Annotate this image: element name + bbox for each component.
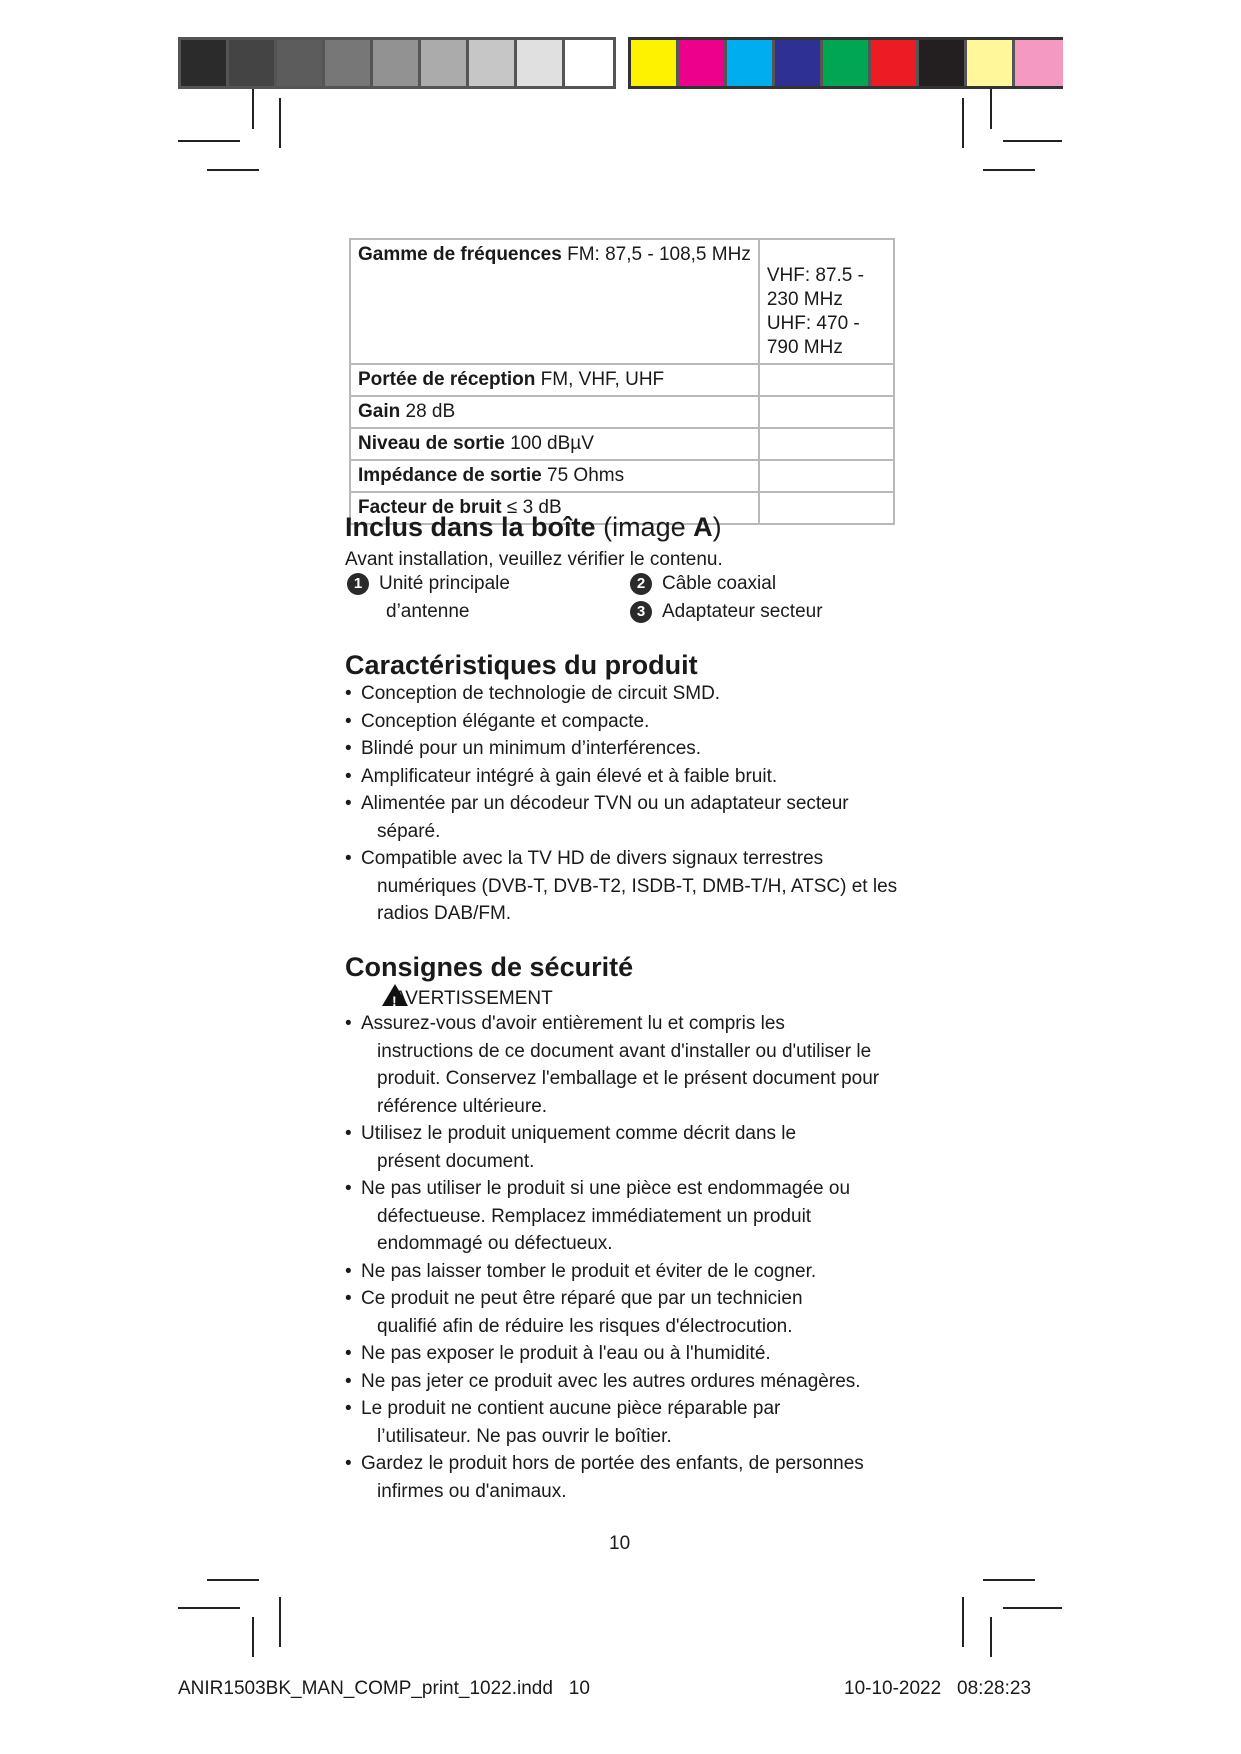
process-color-bar [628,37,1063,89]
crop-mark [252,89,254,129]
warning-icon [382,984,408,1006]
crop-mark [207,169,259,171]
spec-value: 75 Ohms [547,465,625,486]
crop-mark [1003,1607,1062,1609]
box-title-suffix: (image A) [603,512,722,542]
print-slug-file: ANIR1503BK_MAN_COMP_print_1022.indd 10 [178,1678,590,1699]
crop-mark [207,1579,259,1581]
crop-mark [279,98,281,148]
list-item-continuation: instructions de ce document avant d'installer ou d'utiliser le [377,1040,872,1062]
list-item-text: • Amplificateur intégré à gain élevé et à faible bruit. [361,765,778,787]
table-row [350,396,894,428]
crop-mark [279,1597,281,1647]
list-item-text: • Alimentée par un décodeur TVN ou un adaptateur secteur [361,793,849,814]
list-item [345,680,897,708]
list-item [345,1368,879,1396]
list-item-continuation: endommagé ou défectueux. [377,1233,613,1254]
list-item [345,1285,879,1340]
safety-heading: Consignes de sécurité [345,952,634,982]
list-item: 2 Câble coaxial [630,570,776,597]
list-item-text: • Gardez le produit hors de portée des enfants, de personnes [361,1453,864,1474]
list-item [345,763,897,791]
list-item-text: • Ne pas jeter ce produit avec les autres ordures ménagères. [361,1370,861,1392]
list-item-text: • Le produit ne contient aucune pièce réparable par [361,1398,781,1419]
crop-mark [962,1597,964,1647]
color-swatch [277,40,325,86]
number-2-icon: 2 [630,573,652,595]
page-number: 10 [609,1533,631,1554]
number-3-icon: 3 [630,601,652,623]
box-contents-heading [345,512,722,543]
color-swatch [229,40,277,86]
list-item-continuation: numériques (DVB-T, DVB-T2, ISDB-T, DMB-T/H, ATSC) et les [377,875,898,897]
color-swatch [775,40,823,86]
color-swatch [517,40,565,86]
color-swatch [421,40,469,86]
spec-value: FM: 87,5 - 108,5 MHz [567,244,751,265]
list-item-text: • Blindé pour un minimum d’interférences. [361,738,702,759]
list-item [345,790,897,845]
list-item [345,1258,879,1286]
list-item-text: • Conception de technologie de circuit SMD. [361,683,721,704]
crop-mark [178,1607,240,1609]
safety-list [345,1010,879,1505]
list-item [345,708,897,736]
crop-mark [962,98,964,148]
list-item [345,1120,879,1175]
spec-value: VHF: 87.5 - 230 MHz [766,265,864,310]
spec-label: Facteur de bruit [358,497,502,518]
list-item-continuation: produit. Conservez l'emballage et le présent document pour [377,1068,880,1089]
color-swatch [325,40,373,86]
color-swatch [871,40,919,86]
table-row [350,239,894,364]
crop-mark [1003,140,1062,142]
color-swatch [679,40,727,86]
list-item-text: • Utilisez le produit uniquement comme décrit dans le [361,1123,797,1144]
features-heading: Caractéristiques du produit [345,650,698,680]
list-item: 1 Unité principale [347,570,510,597]
table-row [350,428,894,460]
crop-mark [983,1579,1035,1581]
spec-value: 28 dB [405,401,456,422]
color-swatch [1015,40,1063,86]
crop-mark [983,169,1035,171]
color-swatch [373,40,421,86]
spec-label: Gain [358,401,401,422]
specifications-table [349,238,895,525]
list-item-continuation: qualifié afin de réduire les risques d'électrocution. [377,1315,793,1337]
list-item-text: • Ce produit ne peut être réparé que par un technicien [361,1288,803,1309]
warning-label: !AVERTISSEMENT [382,982,553,1012]
table-row [350,364,894,396]
color-swatch [469,40,517,86]
list-item-text: • Compatible avec la TV HD de divers signaux terrestres [361,848,824,869]
list-item [345,1010,879,1120]
list-item-text: • Ne pas utiliser le produit si une pièce est endommagée ou [361,1178,851,1199]
list-item [345,1450,879,1505]
list-item-text: • Ne pas exposer le produit à l'eau ou à l'humidité. [361,1343,771,1364]
features-list [345,680,897,928]
color-swatch [565,40,613,86]
crop-mark [178,140,240,142]
list-item-text: • Assurez-vous d'avoir entièrement lu et compris les [361,1013,785,1034]
crop-mark [252,1617,254,1657]
color-swatch [823,40,871,86]
spec-label: Gamme de fréquences [358,244,562,265]
number-1-icon: 1 [347,573,369,595]
list-item-text: • Conception élégante et compacte. [361,710,650,732]
color-swatch [727,40,775,86]
spec-label: Portée de réception [358,369,536,390]
list-item [345,1340,879,1368]
list-item [345,1175,879,1258]
list-item-continuation: radios DAB/FM. [377,903,512,924]
list-item [345,1395,879,1450]
list-item-continuation: défectueuse. Remplacez immédiatement un produit [377,1205,812,1227]
list-item-continuation: d’antenne [386,601,470,622]
list-item [345,735,897,763]
color-swatch [919,40,967,86]
list-item-continuation: l’utilisateur. Ne pas ouvrir le boîtier. [377,1425,672,1447]
spec-value: FM, VHF, UHF [540,369,665,390]
list-item-continuation: référence ultérieure. [377,1095,548,1117]
crop-mark [990,89,992,129]
print-slug-timestamp: 10-10-2022 08:28:23 [844,1678,1032,1699]
list-item-text: • Ne pas laisser tomber le produit et éviter de le cogner. [361,1260,817,1282]
list-item: 3 Adaptateur secteur [630,598,823,625]
spec-value: 100 dBµV [510,433,594,454]
spec-label: Impédance de sortie [358,465,542,486]
spec-label: Niveau de sortie [358,433,505,454]
table-row [350,460,894,492]
color-swatch [967,40,1015,86]
crop-mark [990,1617,992,1657]
box-intro: Avant installation, veuillez vérifier le contenu. [345,549,723,570]
spec-value: ≤ 3 dB [506,497,562,518]
box-title: Inclus dans la boîte [345,512,596,542]
spec-value: UHF: 470 - 790 MHz [766,313,860,358]
list-item-continuation: séparé. [377,820,441,842]
grayscale-color-bar [178,37,616,89]
color-swatch [631,40,679,86]
color-swatch [181,40,229,86]
list-item [345,845,897,928]
list-item-continuation: infirmes ou d'animaux. [377,1480,567,1502]
list-item-continuation: présent document. [377,1150,535,1172]
